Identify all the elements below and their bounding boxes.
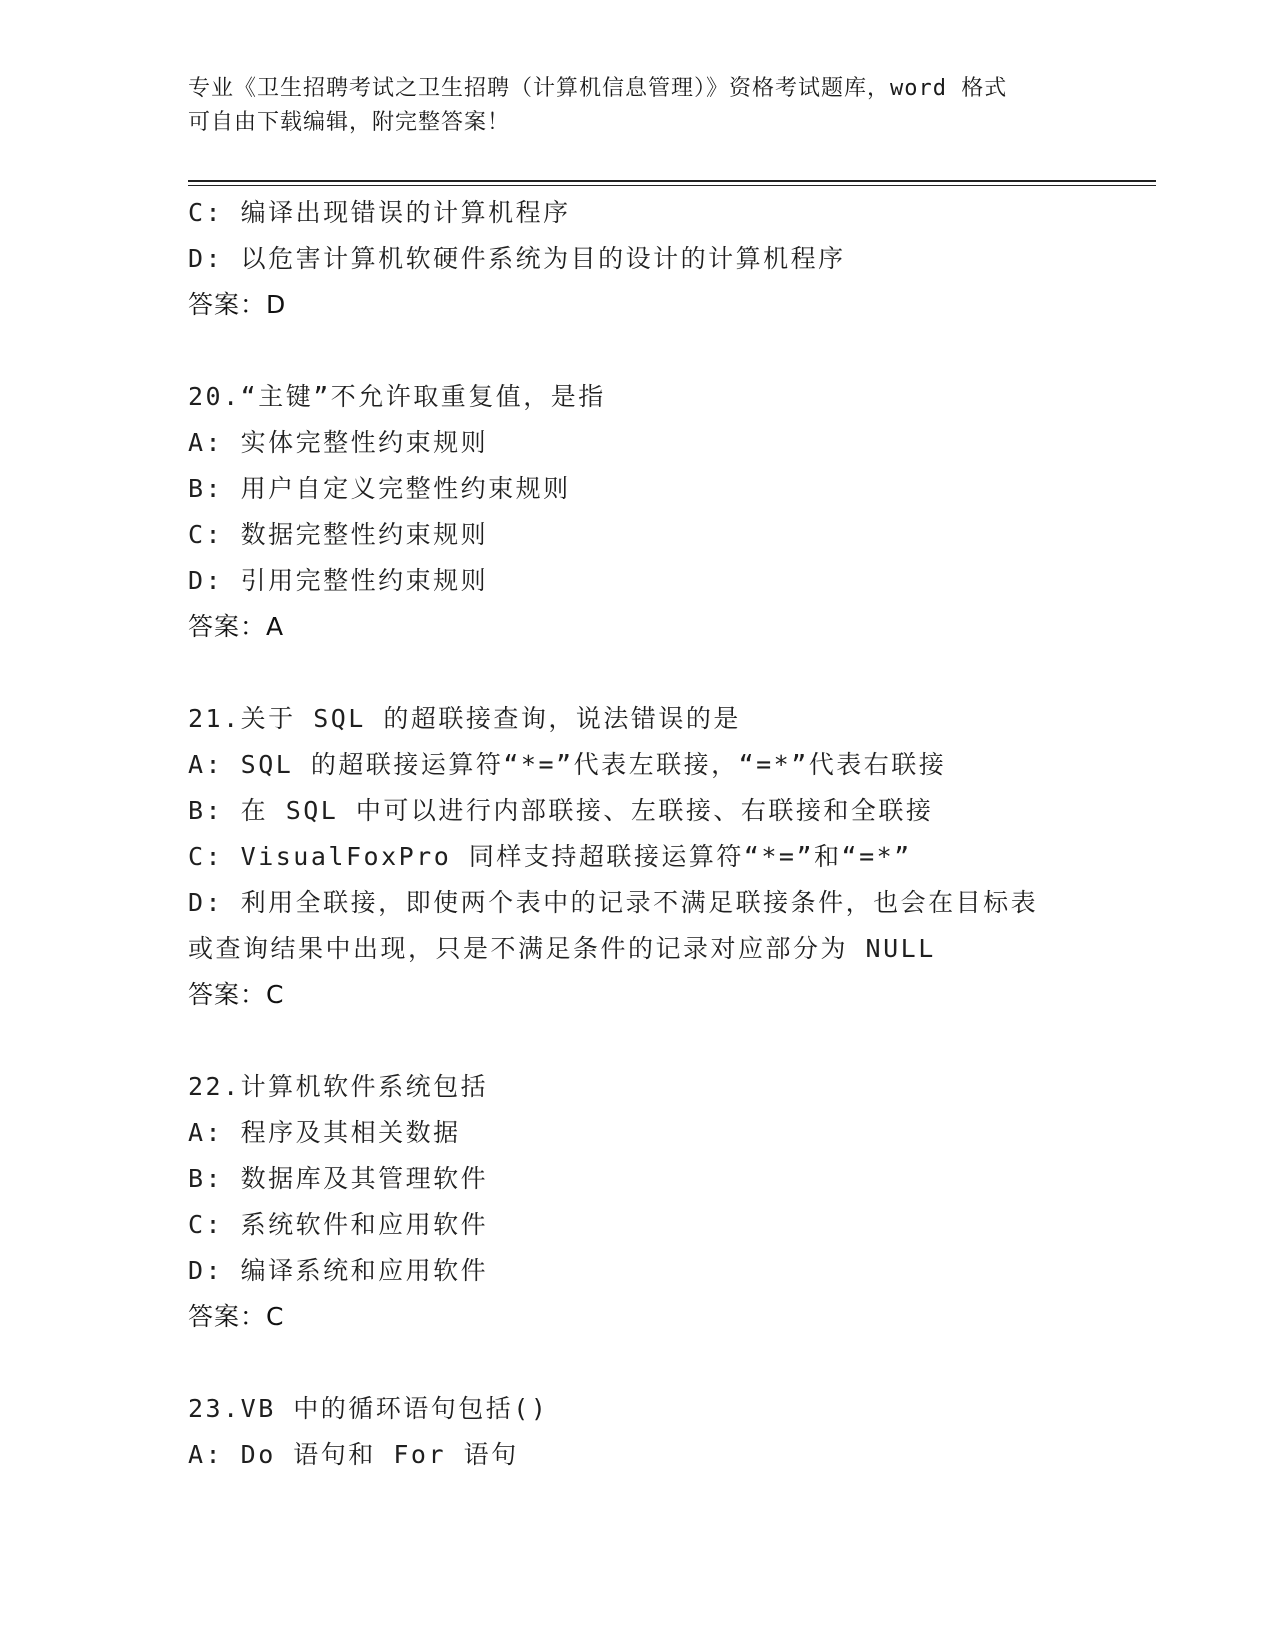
option-d: D: 引用完整性约束规则 [188, 566, 489, 595]
question-stem: 23.VB 中的循环语句包括() [188, 1394, 549, 1423]
question-22 [188, 1064, 1088, 1340]
question-23 [188, 1386, 1088, 1478]
option-d: D: 编译系统和应用软件 [188, 1256, 489, 1285]
question-stem: 20.“主键”不允许取重复值，是指 [188, 382, 606, 411]
question-20 [188, 374, 1088, 650]
question-21 [188, 696, 1088, 1018]
header-title-line-2: 可自由下载编辑，附完整答案！ [188, 110, 511, 135]
answer-line: 答案：A [188, 612, 285, 641]
question-19-continuation [188, 190, 1088, 328]
option-a: A: Do 语句和 For 语句 [188, 1440, 519, 1469]
option-d-continuation: 或查询结果中出现，只是不满足条件的记录对应部分为 NULL [188, 934, 936, 963]
header-title-line-1: 专业《卫生招聘考试之卫生招聘（计算机信息管理）》资格考试题库，word 格式 [188, 76, 1008, 101]
answer-line: 答案：C [188, 980, 285, 1009]
option-c: C: 系统软件和应用软件 [188, 1210, 489, 1239]
option-c: C: 编译出现错误的计算机程序 [188, 198, 571, 227]
header-divider [188, 180, 1156, 186]
document-body [188, 190, 1088, 1478]
answer-line: 答案：C [188, 1302, 285, 1331]
option-c: C: 数据完整性约束规则 [188, 520, 489, 549]
document-header [188, 72, 1088, 140]
option-d: D: 以危害计算机软硬件系统为目的设计的计算机程序 [188, 244, 846, 273]
answer-line: 答案：D [188, 290, 287, 319]
question-stem: 22.计算机软件系统包括 [188, 1072, 489, 1101]
option-a: A: 程序及其相关数据 [188, 1118, 461, 1147]
option-d: D: 利用全联接，即使两个表中的记录不满足联接条件，也会在目标表 [188, 888, 1039, 917]
option-b: B: 数据库及其管理软件 [188, 1164, 489, 1193]
option-b: B: 用户自定义完整性约束规则 [188, 474, 571, 503]
question-stem: 21.关于 SQL 的超联接查询，说法错误的是 [188, 704, 741, 733]
option-a: A: SQL 的超联接运算符“*=”代表左联接，“=*”代表右联接 [188, 750, 947, 779]
option-c: C: VisualFoxPro 同样支持超联接运算符“*=”和“=*” [188, 842, 912, 871]
option-a: A: 实体完整性约束规则 [188, 428, 489, 457]
option-b: B: 在 SQL 中可以进行内部联接、左联接、右联接和全联接 [188, 796, 934, 825]
